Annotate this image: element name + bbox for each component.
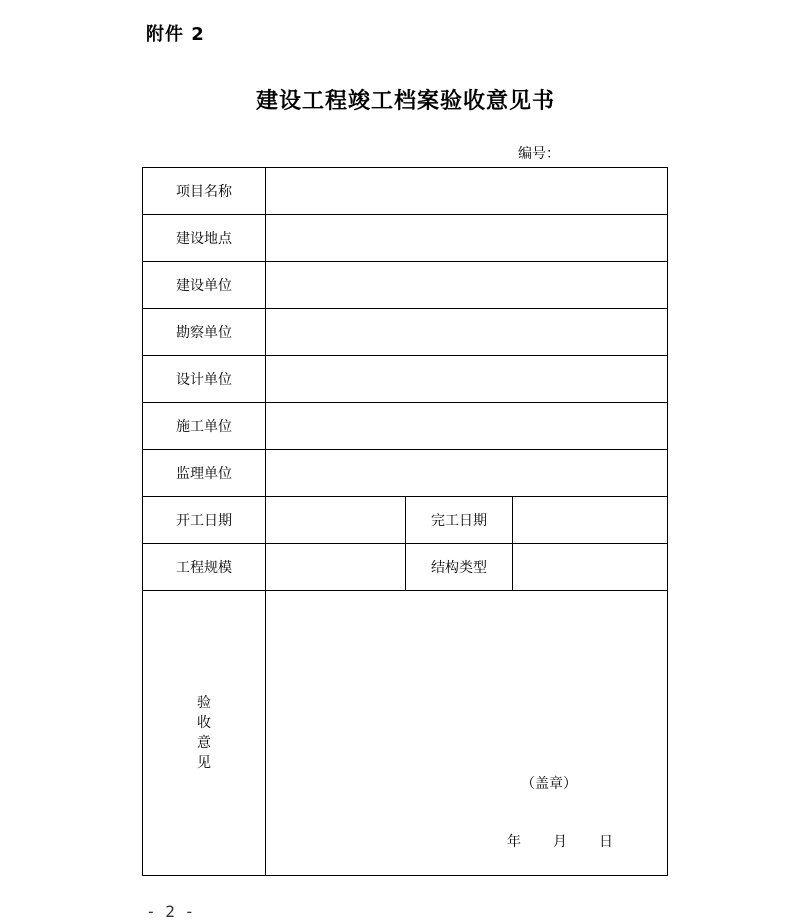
design-unit-field[interactable] [266,356,668,403]
form-row-dates [143,497,668,544]
structure-type-label: 结构类型 [406,544,513,591]
attachment-label: 附件 2 [146,24,205,45]
contractor-unit-label: 施工单位 [143,403,266,450]
construction-site-label: 建设地点 [143,215,266,262]
structure-type-field[interactable] [513,544,668,591]
form-row-design-unit [143,356,668,403]
completion-date-label: 完工日期 [406,497,513,544]
form-row-opinion [143,591,668,876]
contractor-unit-field[interactable] [266,403,668,450]
design-unit-label: 设计单位 [143,356,266,403]
opinion-label: 验收意见 [197,695,211,771]
date-year-label: 年 [507,834,522,850]
form-row-construction-unit [143,262,668,309]
supervision-unit-field[interactable] [266,450,668,497]
project-name-label: 项目名称 [143,168,266,215]
stamp-label: （盖章） [521,776,578,792]
survey-unit-field[interactable] [266,309,668,356]
opinion-field[interactable] [266,591,668,876]
form-row-survey-unit [143,309,668,356]
opinion-label-cell [143,591,266,876]
supervision-unit-label: 监理单位 [143,450,266,497]
scale-label: 工程规模 [143,544,266,591]
form-row-project-name [143,168,668,215]
page-number: - 2 - [146,902,195,921]
document-title: 建设工程竣工档案验收意见书 [255,89,555,114]
project-name-field[interactable] [266,168,668,215]
document-number-label: 编号： [518,146,560,162]
start-date-label: 开工日期 [143,497,266,544]
construction-site-field[interactable] [266,215,668,262]
form-row-construction-site [143,215,668,262]
form-row-scale-structure [143,544,668,591]
signature-date [507,831,613,851]
form-row-supervision-unit [143,450,668,497]
date-month-label: 月 [553,834,568,850]
construction-unit-label: 建设单位 [143,262,266,309]
acceptance-form-table [142,167,668,876]
form-row-contractor-unit [143,403,668,450]
start-date-field[interactable] [266,497,406,544]
completion-date-field[interactable] [513,497,668,544]
date-day-label: 日 [599,834,614,850]
construction-unit-field[interactable] [266,262,668,309]
scale-field[interactable] [266,544,406,591]
survey-unit-label: 勘察单位 [143,309,266,356]
